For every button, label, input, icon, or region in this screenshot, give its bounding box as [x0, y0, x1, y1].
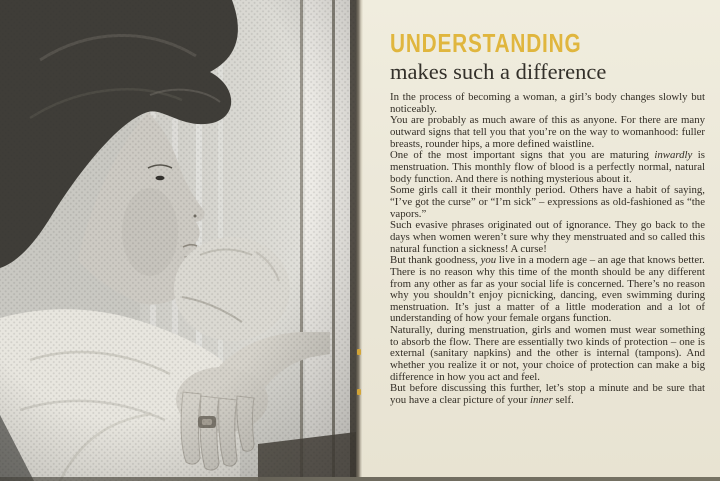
- gold-edge-speck: [357, 389, 361, 395]
- paragraph: Naturally, during menstruation, girls and women must wear something to absorb the flow. There are essentially two kinds of protection – one is external (sanitary napkins) and the other is internal (tampons). And whether you realize it or not, your choice of protection can make a big difference in how you act and feel.: [390, 324, 705, 383]
- paragraph: But before discussing this further, let’s stop a minute and be sure that you have a clear picture of your inner self.: [390, 382, 705, 407]
- page-content: [390, 30, 705, 407]
- page-fold-seam: [356, 0, 363, 481]
- body-text: [390, 92, 705, 407]
- page-title: makes such a difference: [390, 59, 607, 84]
- paragraph: But thank goodness, you live in a modern age – an age that knows better.: [390, 254, 705, 267]
- paragraph: In the process of becoming a woman, a girl’s body changes slowly but noticeably.: [390, 91, 705, 115]
- gold-edge-speck: [357, 349, 361, 355]
- photo-illustration: [0, 0, 356, 481]
- paragraph: There is no reason why this time of the month should be any different from any other as far as your social life is concerned. There’s no reason why you shouldn’t enjoy picnicking, dancing, even swimming during menstruation. It’s just a matter of a little moderation and a lot of understanding of how your female organs function.: [390, 265, 705, 325]
- paragraph: You are probably as much aware of this as anyone. For there are many outward signs that tell you that you’re on the way to womanhood: fuller breasts, rounder hips, a more defined waistline.: [390, 114, 705, 150]
- headline-kicker: UNDERSTANDING: [390, 28, 582, 58]
- booklet-bottom-edge: [0, 477, 720, 481]
- photo-woman-at-window: [0, 0, 356, 481]
- text-page: [363, 0, 720, 481]
- paragraph: One of the most important signs that you are maturing inwardly is menstruation. This monthly flow of blood is a perfectly normal, natural body function. And there is nothing mysterious about it.: [390, 149, 706, 185]
- paragraph: Some girls call it their monthly period. Others have a habit of saying, “I’ve got the curse” or “I’m sick” – expressions as old-fashioned as “the vapors.”: [390, 184, 705, 220]
- paragraph: Such evasive phrases originated out of ignorance. They go back to the days when women weren’t sure why they menstruated and so called this natural function a sickness! A curse!: [390, 219, 705, 255]
